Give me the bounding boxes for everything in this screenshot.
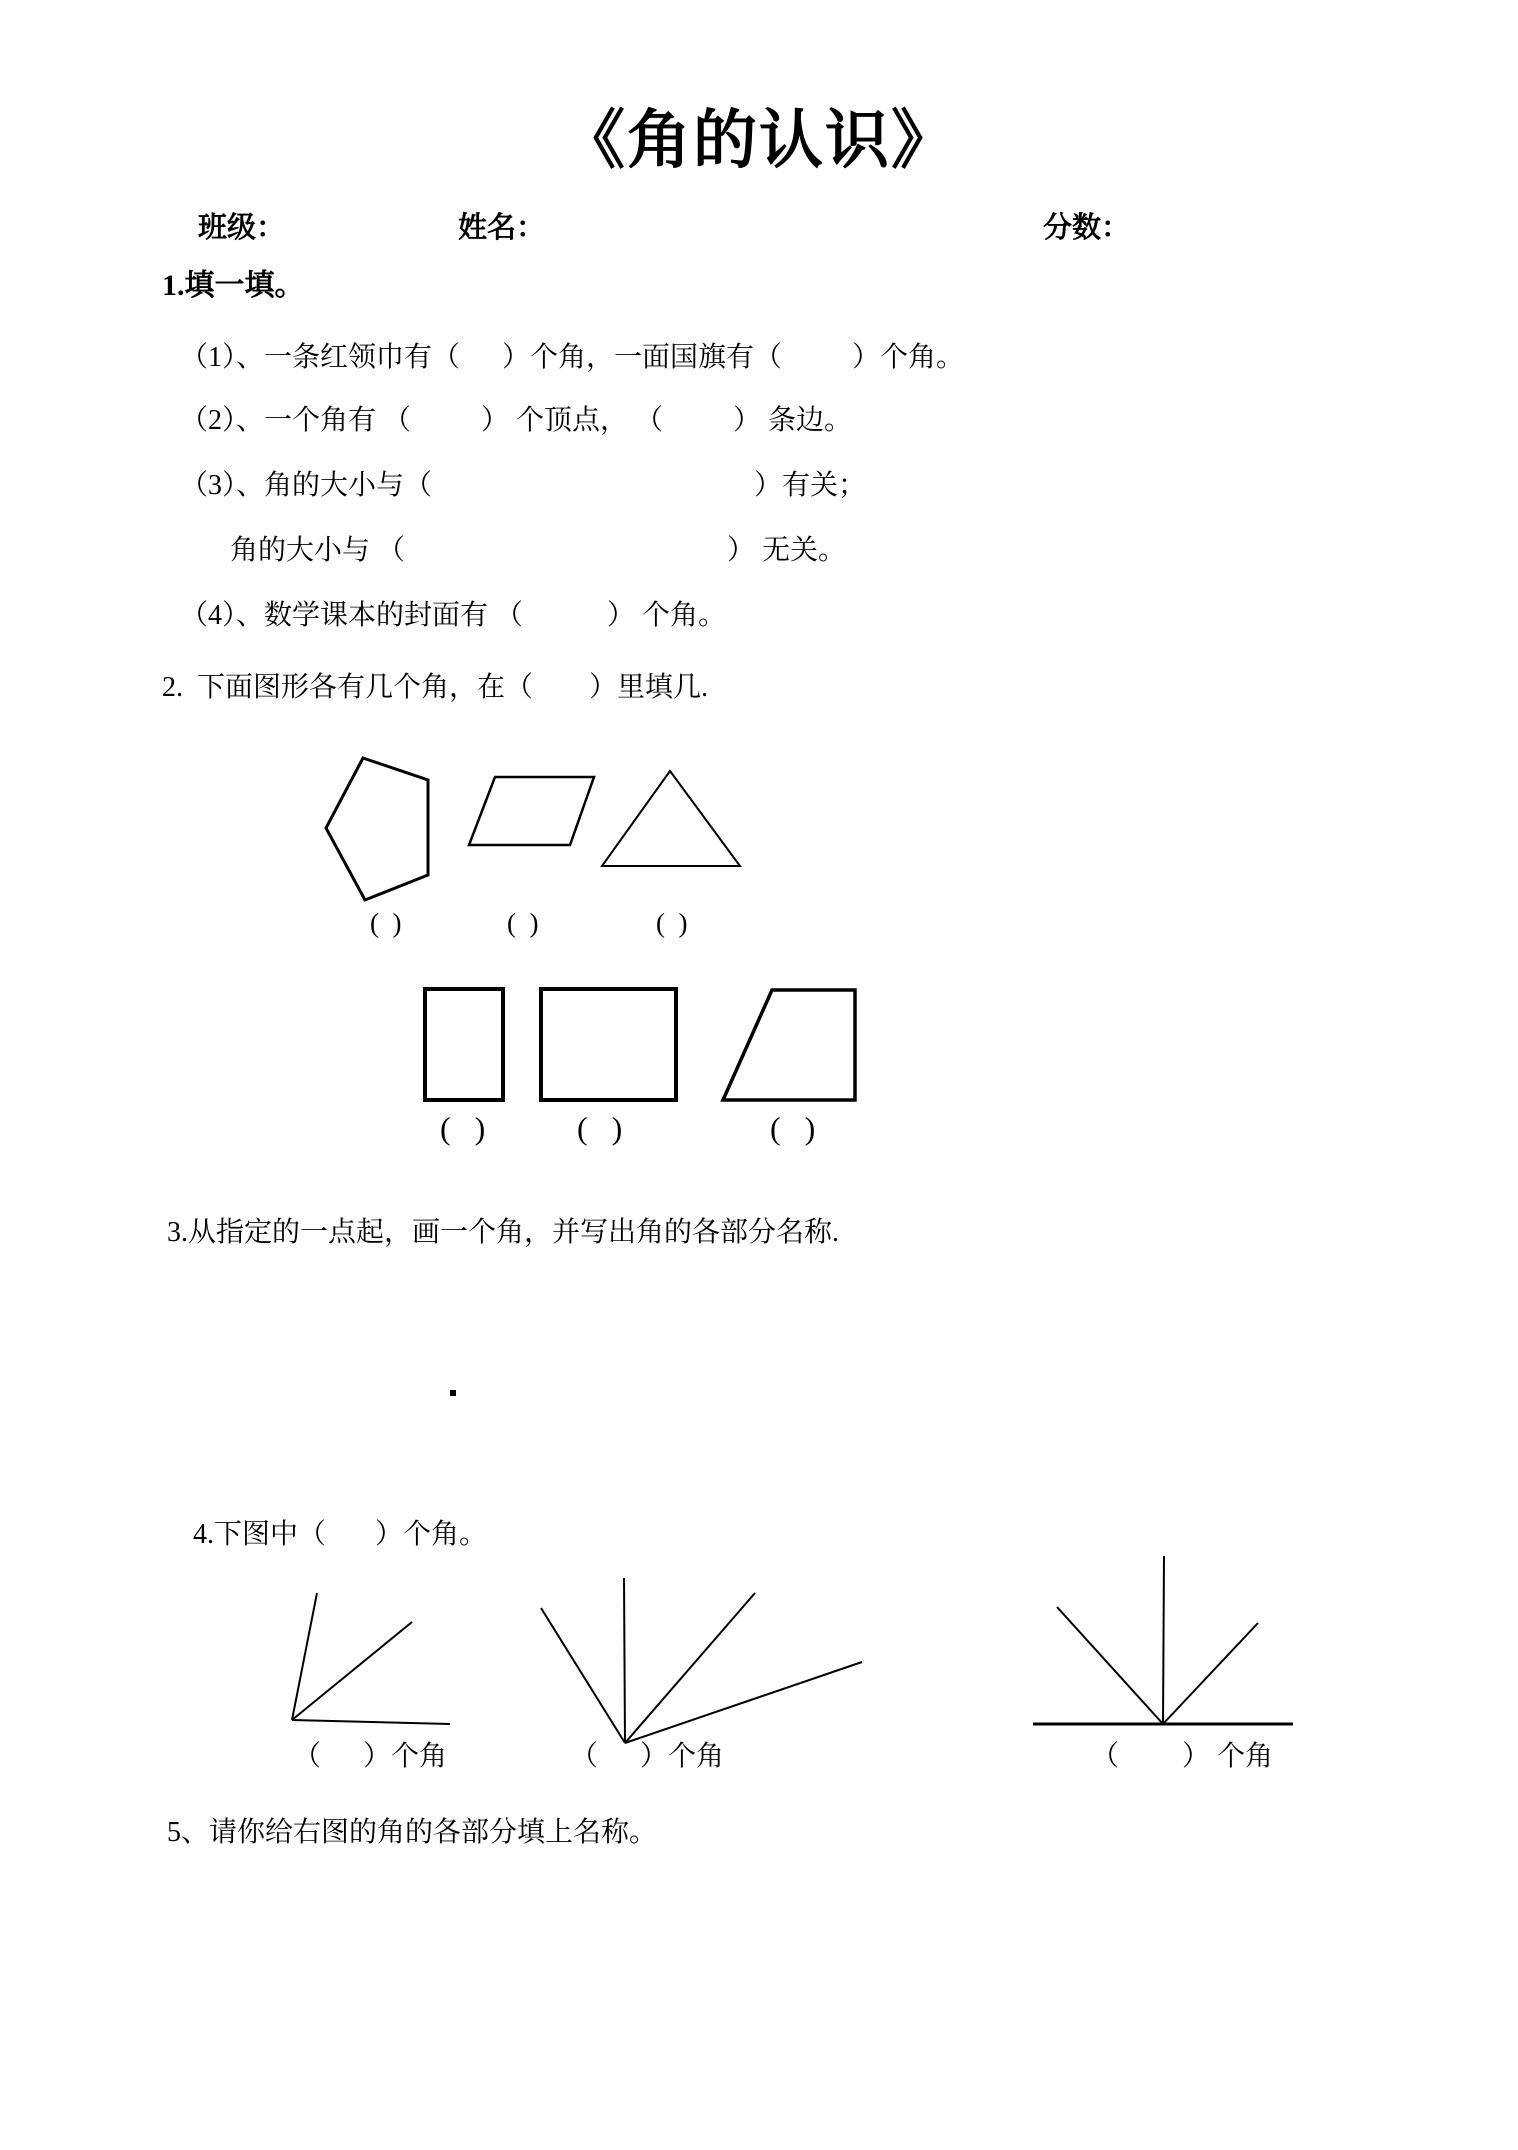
score-label: 分数： bbox=[1043, 212, 1131, 244]
q1-item-4: （4）、数学课本的封面有 （ ） 个角。 bbox=[180, 600, 727, 631]
trapezoid-answer-blank: ( ) bbox=[770, 1110, 816, 1146]
angle-a-ray-mid bbox=[292, 1622, 412, 1720]
parallelogram-answer-blank: ( ) bbox=[507, 908, 539, 938]
page-title: 《角的认识》 bbox=[561, 105, 957, 176]
angle-b-ray-vertical bbox=[624, 1578, 625, 1743]
q2-text: 2. 下面图形各有几个角，在（ ）里填几. bbox=[162, 672, 709, 703]
q1-item-1: （1）、一条红领巾有（ ）个角，一面国旗有（ ）个角。 bbox=[180, 342, 965, 373]
rectangle-answer-blank: ( ) bbox=[577, 1110, 623, 1146]
q1-heading: 1.填一填。 bbox=[162, 269, 305, 302]
angle-c-ray-upright bbox=[1163, 1623, 1258, 1724]
angle-a-ray-steep bbox=[292, 1593, 317, 1720]
q1-item-3-line2: 角的大小与 （ ） 无关。 bbox=[230, 535, 847, 566]
angle-a-count-label: （ ）个角 bbox=[293, 1741, 448, 1772]
q4-text: 4.下图中（ ）个角。 bbox=[193, 1519, 488, 1550]
q3-start-point bbox=[450, 1390, 456, 1396]
q5-text: 5、请你给右图的角的各部分填上名称。 bbox=[167, 1817, 658, 1848]
square-answer-blank: ( ) bbox=[440, 1110, 486, 1146]
parallelogram-figure bbox=[469, 777, 594, 845]
angle-b-ray-upleft bbox=[541, 1608, 625, 1743]
square-figure bbox=[425, 989, 503, 1100]
class-label: 班级： bbox=[198, 212, 286, 244]
angle-c-count-label: （ ） 个角 bbox=[1091, 1741, 1274, 1772]
angle-c-ray-vertical bbox=[1163, 1556, 1164, 1724]
rectangle-figure bbox=[541, 989, 676, 1100]
pentagon-figure bbox=[326, 758, 428, 900]
trapezoid-figure bbox=[723, 990, 855, 1100]
triangle-figure bbox=[602, 771, 740, 866]
q1-item-3-line1: （3）、角的大小与（ ）有关； bbox=[180, 470, 867, 501]
triangle-answer-blank: ( ) bbox=[656, 908, 688, 938]
q1-item-2: （2）、一个角有 （ ） 个顶点， （ ） 条边。 bbox=[180, 405, 853, 436]
q3-text: 3.从指定的一点起，画一个角，并写出角的各部分名称. bbox=[167, 1217, 840, 1248]
pentagon-answer-blank: ( ) bbox=[370, 908, 402, 938]
angle-b-count-label: （ ）个角 bbox=[570, 1741, 725, 1772]
name-label: 姓名： bbox=[458, 212, 546, 244]
angle-c-ray-upleft bbox=[1057, 1607, 1163, 1724]
angle-a-ray-horizontal bbox=[292, 1720, 450, 1724]
